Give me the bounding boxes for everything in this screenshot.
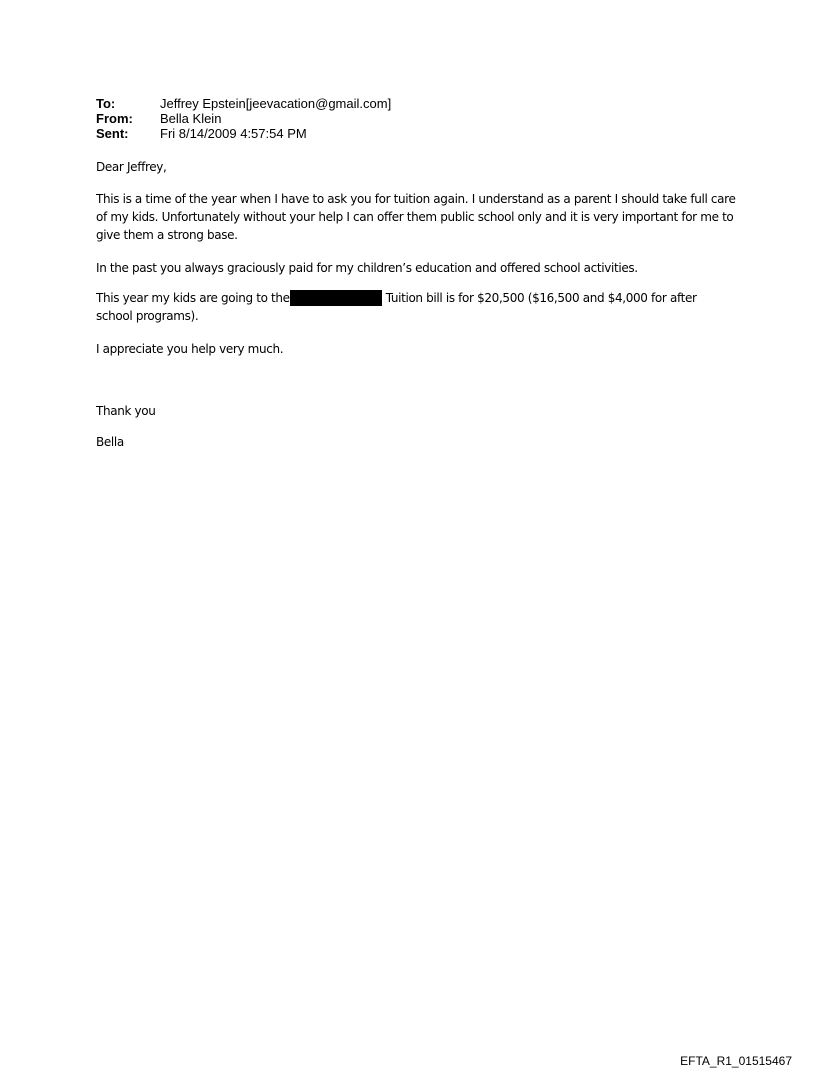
appreciation-line: I appreciate you help very much. [96,342,284,356]
from-label: From: [96,111,133,126]
redaction-box [290,290,382,306]
paragraph-tuition-bill-start: This year my kids are going to the [96,291,290,305]
sent-value: Fri 8/14/2009 4:57:54 PM [160,126,307,141]
signature: Bella [96,435,124,449]
from-row [96,111,391,126]
paragraph-past-payments: In the past you always graciously paid for my children’s education and offered school activities. [96,261,638,275]
paragraph-tuition-bill-end: Tuition bill is for $20,500 ($16,500 and $4,000 for after school programs). [96,291,697,323]
from-value: Bella Klein [160,111,222,126]
sent-label: Sent: [96,126,129,141]
email-headers [96,96,391,141]
to-value: Jeffrey Epstein[jeevacation@gmail.com] [160,96,392,111]
to-row [96,96,391,111]
sent-row [96,126,391,141]
bates-number: EFTA_R1_01515467 [680,1054,792,1068]
to-label: To: [96,96,116,111]
paragraph-tuition-bill [96,289,736,325]
closing-line: Thank you [96,404,156,418]
greeting: Dear Jeffrey, [96,160,167,174]
paragraph-tuition-request: This is a time of the year when I have to ask you for tuition again. I understand as a parent I should take full care of my kids. Unfortunately without your help I can offer them public school only and it is very important for me to give them a strong base. [96,192,736,242]
